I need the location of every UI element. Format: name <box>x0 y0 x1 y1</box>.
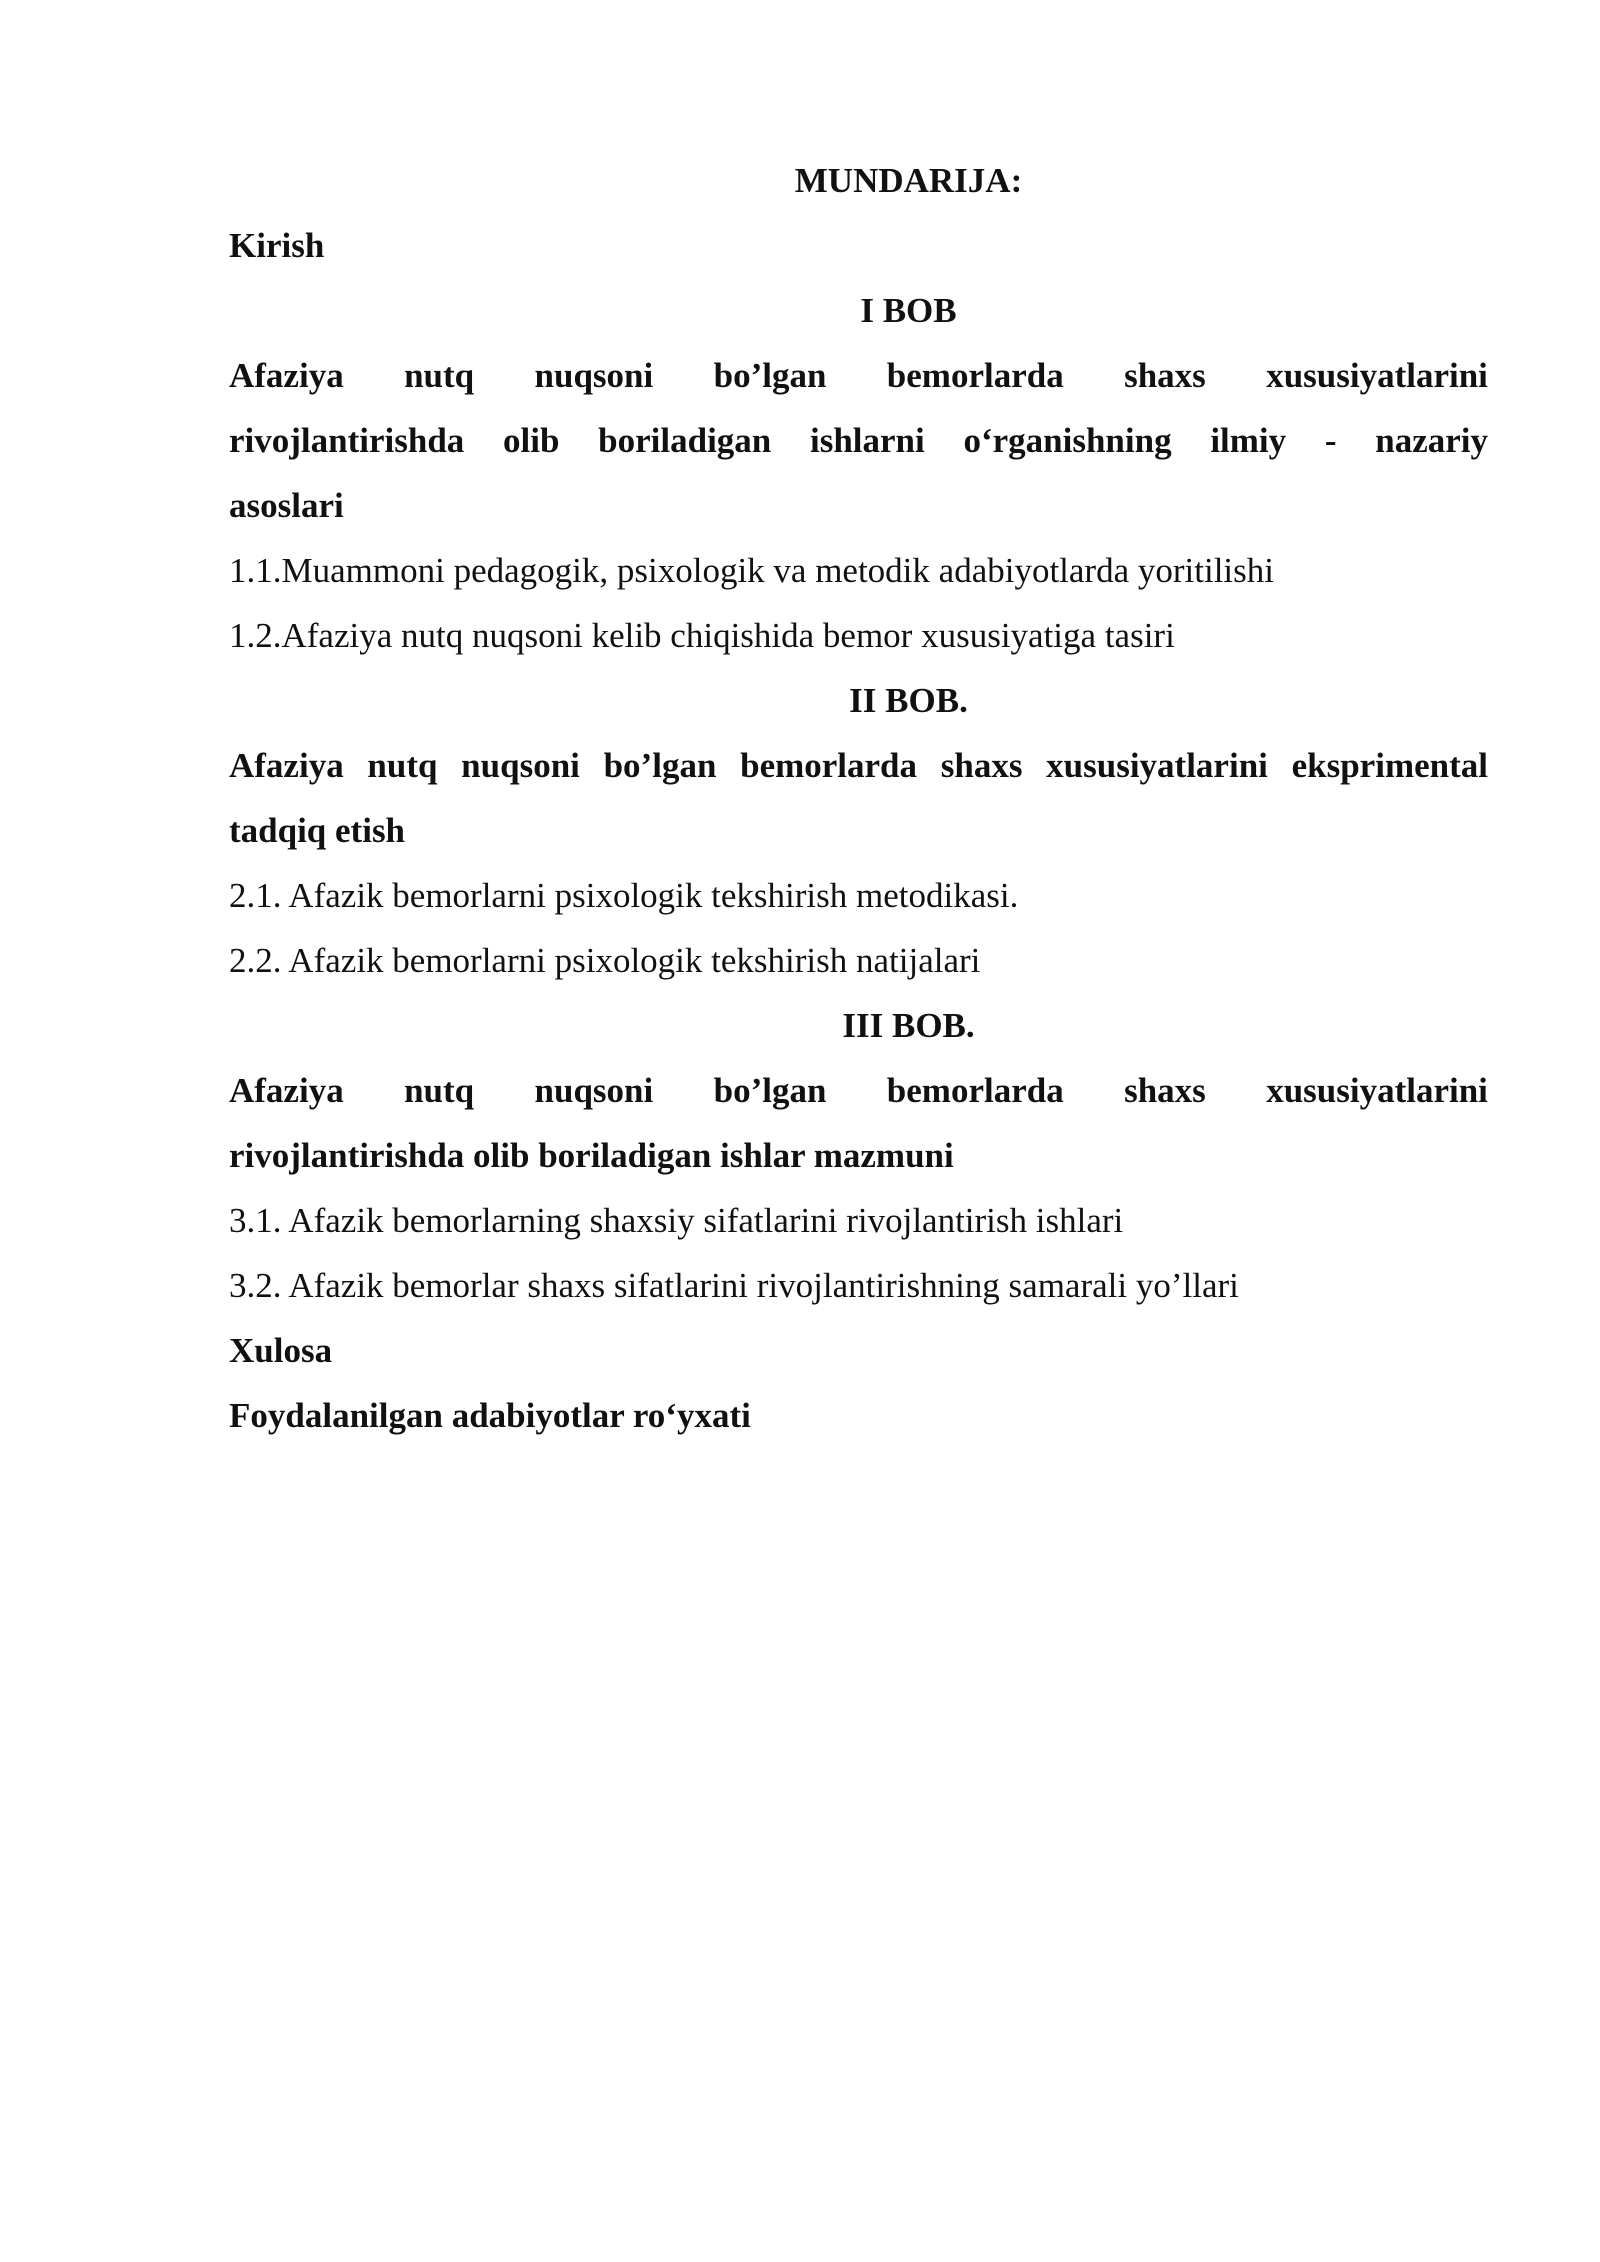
heading-word: Afaziya <box>229 746 344 785</box>
chapter-1-heading-line-2 <box>229 408 1488 473</box>
heading-word: bemorlarda <box>886 356 1064 395</box>
chapter-1-heading-line-3: asoslari <box>229 486 344 525</box>
heading-word: boriladigan <box>598 421 772 460</box>
toc-entry-references: Foydalanilgan adabiyotlar ro‘yxati <box>229 1396 751 1435</box>
toc-entry-intro: Kirish <box>229 226 325 265</box>
heading-word: o‘rganishning <box>963 421 1172 460</box>
chapter-3-label: III BOB. <box>842 1006 975 1045</box>
heading-word: shaxs <box>940 746 1023 785</box>
heading-word: rivojlantirishda <box>229 421 465 460</box>
heading-word: nazariy <box>1375 421 1488 460</box>
chapter-2-heading-line-2: tadqiq etish <box>229 811 406 850</box>
heading-word: nutq <box>404 1071 475 1110</box>
heading-word: bo’lgan <box>713 1071 827 1110</box>
heading-word: shaxs <box>1124 1071 1206 1110</box>
heading-word: Afaziya <box>229 1071 344 1110</box>
heading-word: xususiyatlarini <box>1046 746 1268 785</box>
heading-word: olib <box>503 421 560 460</box>
heading-word: Afaziya <box>229 356 344 395</box>
toc-entry-2-1: 2.1. Afazik bemorlarni psixologik tekshirish metodikasi. <box>229 876 1019 915</box>
page-title: MUNDARIJA: <box>794 161 1023 200</box>
toc-entry-3-1: 3.1. Afazik bemorlarning shaxsiy sifatlarini rivojlantirish ishlari <box>229 1201 1124 1240</box>
toc-entry-1-2: 1.2.Afaziya nutq nuqsoni kelib chiqishida bemor xususiyatiga tasiri <box>229 616 1175 655</box>
toc-entry-3-2: 3.2. Afazik bemorlar shaxs sifatlarini rivojlantirishning samarali yo’llari <box>229 1266 1239 1305</box>
table-of-contents <box>229 148 1488 1448</box>
heading-word: shaxs <box>1124 356 1206 395</box>
heading-word: xususiyatlarini <box>1266 356 1488 395</box>
toc-entry-2-2: 2.2. Afazik bemorlarni psixologik tekshirish natijalari <box>229 941 981 980</box>
heading-word: xususiyatlarini <box>1266 1071 1488 1110</box>
toc-entry-conclusion: Xulosa <box>229 1331 333 1370</box>
heading-word: bemorlarda <box>886 1071 1064 1110</box>
heading-word: - <box>1324 421 1337 460</box>
heading-word: nutq <box>367 746 438 785</box>
heading-word: bo’lgan <box>603 746 717 785</box>
heading-word: nuqsoni <box>461 746 580 785</box>
heading-word: eksprimental <box>1291 746 1488 785</box>
heading-word: nuqsoni <box>534 1071 654 1110</box>
heading-word: nuqsoni <box>534 356 654 395</box>
heading-word: bemorlarda <box>740 746 918 785</box>
chapter-3-heading-line-1 <box>229 1058 1488 1123</box>
heading-word: ishlarni <box>809 421 925 460</box>
chapter-1-label: I BOB <box>860 291 957 330</box>
chapter-2-heading-line-1 <box>229 733 1488 798</box>
heading-word: ilmiy <box>1210 421 1287 460</box>
heading-word: bo’lgan <box>713 356 827 395</box>
heading-word: nutq <box>404 356 475 395</box>
chapter-3-heading-line-2: rivojlantirishda olib boriladigan ishlar mazmuni <box>229 1136 954 1175</box>
chapter-1-heading-line-1 <box>229 343 1488 408</box>
toc-entry-1-1: 1.1.Muammoni pedagogik, psixologik va metodik adabiyotlarda yoritilishi <box>229 551 1274 590</box>
chapter-2-label: II BOB. <box>849 681 968 720</box>
